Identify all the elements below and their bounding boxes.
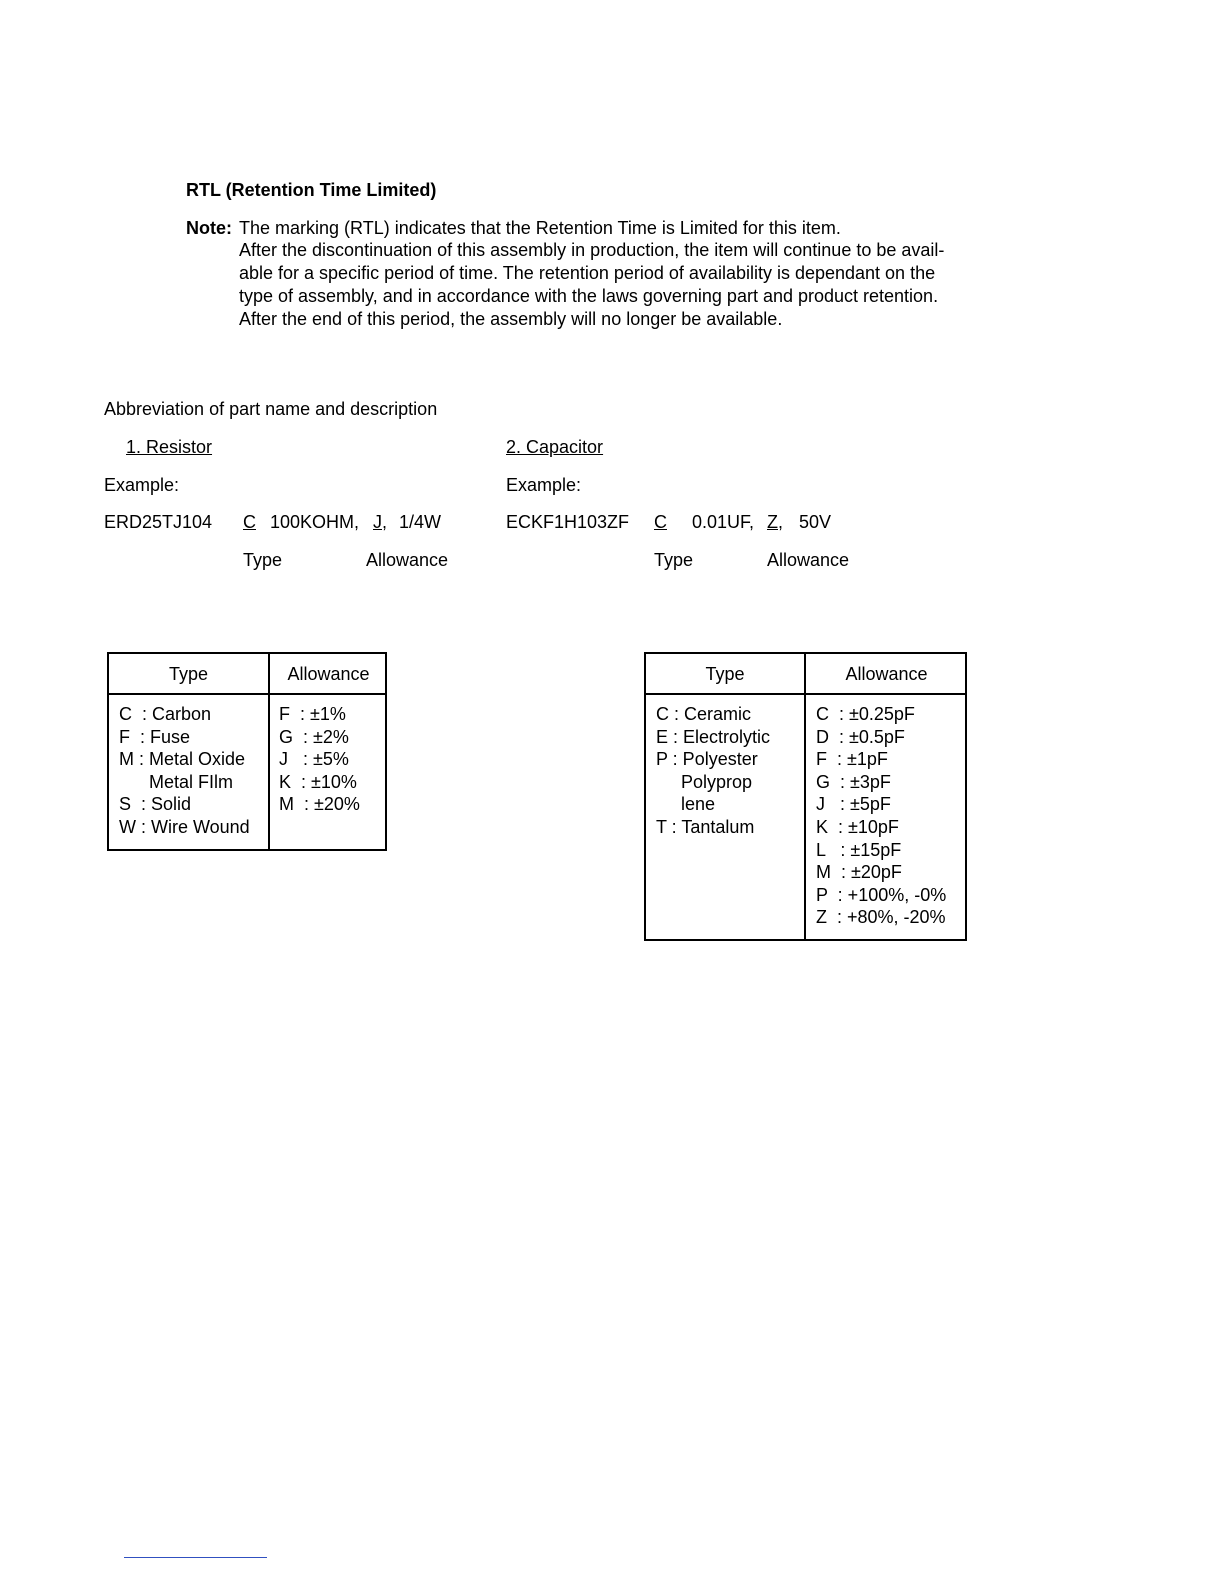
resistor-allowance-label: Allowance xyxy=(366,550,449,570)
table-row: M : ±20% xyxy=(279,794,360,815)
table-row: S : Solid xyxy=(119,794,192,815)
capacitor-code-table xyxy=(644,652,967,941)
table-row: K : ±10% xyxy=(279,771,357,792)
table-row: F : ±1pF xyxy=(816,749,888,770)
table-header-type: Type xyxy=(705,663,745,684)
table-row: Z : +80%, -20% xyxy=(816,907,946,928)
note-line: type of assembly, and in accordance with the laws governing part and product retention. xyxy=(239,286,939,306)
table-header-allowance: Allowance xyxy=(845,663,928,684)
capacitor-type-label: Type xyxy=(654,550,694,570)
resistor-type-code: C xyxy=(243,512,256,532)
table-row: C : ±0.25pF xyxy=(816,704,915,724)
resistor-type-label: Type xyxy=(243,550,283,570)
table-row: L : ±15pF xyxy=(816,839,902,860)
resistor-value: 100KOHM, xyxy=(270,512,360,532)
resistor-code-table xyxy=(107,652,387,851)
capacitor-type-code: C xyxy=(654,512,667,532)
rtl-title: RTL (Retention Time Limited) xyxy=(186,180,437,200)
type-column xyxy=(656,703,770,839)
table-row: J : ±5pF xyxy=(816,794,891,815)
resistor-allowance-code: J, xyxy=(373,512,388,532)
table-row: K : ±10pF xyxy=(816,816,899,837)
table-row: M : ±20pF xyxy=(816,862,902,883)
capacitor-heading: 2. Capacitor xyxy=(506,437,604,457)
capacitor-allowance-code: Z, xyxy=(767,512,783,532)
table-row: W : Wire Wound xyxy=(119,816,250,837)
note-line: able for a specific period of time. The retention period of availability is dependant on the xyxy=(239,263,936,283)
table-row: Metal FIlm xyxy=(119,771,234,792)
type-column xyxy=(119,703,250,839)
resistor-heading: 1. Resistor xyxy=(126,437,213,457)
table-row: C : Ceramic xyxy=(656,704,752,724)
note-line: After the end of this period, the assembly will no longer be available. xyxy=(239,309,783,329)
note-label: Note: xyxy=(186,218,232,238)
capacitor-example-label: Example: xyxy=(506,475,582,495)
table-row: lene xyxy=(656,794,716,815)
table-row: P : Polyester xyxy=(656,749,758,770)
table-row: T : Tantalum xyxy=(656,816,755,837)
allowance-column xyxy=(816,703,946,929)
allowance-column xyxy=(279,703,360,816)
resistor-power: 1/4W xyxy=(399,512,442,532)
note-line: The marking (RTL) indicates that the Retention Time is Limited for this item. xyxy=(239,218,841,238)
table-header-type: Type xyxy=(168,663,209,684)
table-row: G : ±3pF xyxy=(816,771,891,792)
table-row: M : Metal Oxide xyxy=(119,749,246,770)
table-row: J : ±5% xyxy=(279,749,349,770)
table-row: C : Carbon xyxy=(119,704,212,724)
table-row: G : ±2% xyxy=(279,726,349,747)
table-row: P : +100%, -0% xyxy=(816,884,947,905)
capacitor-voltage: 50V xyxy=(799,512,832,532)
capacitor-part-number: ECKF1H103ZF xyxy=(506,512,630,532)
capacitor-value: 0.01UF, xyxy=(692,512,755,532)
table-row: Polyprop xyxy=(656,771,753,792)
table-header-allowance: Allowance xyxy=(287,663,370,684)
capacitor-allowance-label: Allowance xyxy=(767,550,850,570)
resistor-part-number: ERD25TJ104 xyxy=(104,512,213,532)
note-line: After the discontinuation of this assembly in production, the item will continue to be avail- xyxy=(239,240,945,260)
resistor-example-label: Example: xyxy=(104,475,180,495)
footnote-rule xyxy=(124,1557,267,1558)
table-row: E : Electrolytic xyxy=(656,726,771,747)
abbreviation-heading: Abbreviation of part name and description xyxy=(104,399,438,419)
table-row: F : Fuse xyxy=(119,726,191,747)
table-row: D : ±0.5pF xyxy=(816,726,905,747)
table-divider xyxy=(804,654,806,939)
table-row: F : ±1% xyxy=(279,704,346,724)
